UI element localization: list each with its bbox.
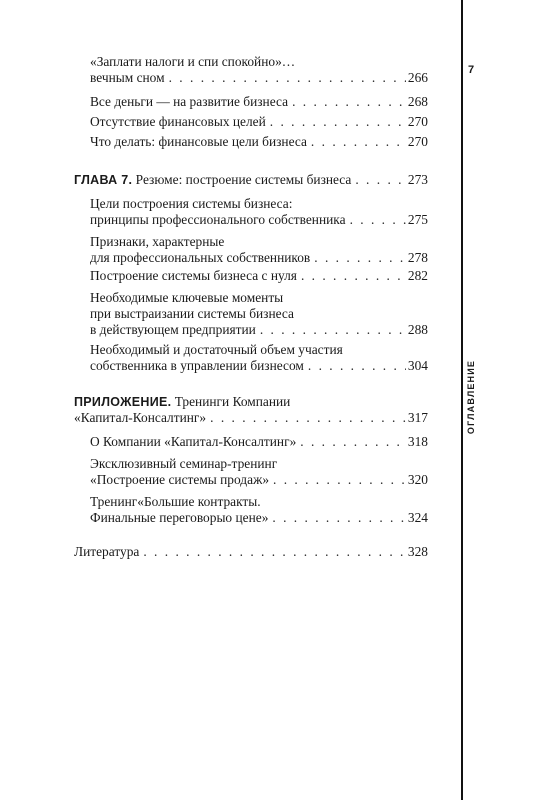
toc-entry-line: Тренинг«Большие контракты.: [90, 494, 261, 509]
toc-entry-line: «Заплати налоги и спи спокойно»…: [90, 54, 296, 69]
toc-page-number: 266: [407, 70, 428, 85]
toc-page-number: 268: [407, 94, 428, 109]
toc-entry-title: Резюме: построение системы бизнеса: [135, 172, 352, 187]
leader-dots: [314, 250, 406, 266]
toc-entry: [74, 234, 428, 266]
leader-dots: [350, 212, 406, 228]
toc-entry-title: Что делать: финансовые цели бизнеса: [90, 134, 307, 149]
toc-appendix-entry: [74, 394, 428, 426]
toc-page-number: 328: [407, 544, 428, 559]
leader-dots: [301, 268, 406, 284]
toc-entry-line: при выстраизании системы бизнеса: [90, 306, 294, 321]
appendix-label: ПРИЛОЖЕНИЕ.: [74, 395, 172, 409]
toc-entry: [74, 196, 428, 228]
toc-entry: [74, 134, 428, 150]
toc-page-number: 317: [407, 410, 428, 425]
toc-entry-title: принципы профессионального собственника: [90, 212, 346, 227]
toc-entry: [74, 456, 428, 488]
toc-entry-title: собственника в управлении бизнесом: [90, 358, 304, 373]
leader-dots: [143, 544, 406, 560]
leader-dots: [292, 94, 406, 110]
toc-page-number: 270: [407, 134, 428, 149]
toc-entry: [74, 494, 428, 526]
toc-entry-title: Литература: [74, 544, 140, 559]
running-head: ОГЛАВЛЕНИЕ: [466, 359, 476, 435]
toc-page-number: 270: [407, 114, 428, 129]
toc-chapter-entry: [74, 172, 428, 188]
leader-dots: [272, 510, 406, 526]
toc-entry: [74, 94, 428, 110]
toc-entry-line: Цели построения системы бизнеса:: [90, 196, 293, 211]
leader-dots: [308, 358, 406, 374]
leader-dots: [270, 114, 406, 130]
toc-entry-title: вечным сном: [90, 70, 165, 85]
leader-dots: [210, 410, 406, 426]
toc-page-number: 282: [407, 268, 428, 283]
toc-entry-title: в действующем предприятии: [90, 322, 256, 337]
toc-entry-line: Необходимые ключевые моменты: [90, 290, 284, 305]
leader-dots: [169, 70, 406, 86]
toc-page-number: 278: [407, 250, 428, 265]
toc-page-number: 304: [407, 358, 428, 373]
toc-entry-line: Признаки, характерные: [90, 234, 225, 249]
leader-dots: [355, 172, 406, 188]
chapter-label: ГЛАВА 7.: [74, 173, 133, 187]
toc-entry-title: Построение системы бизнеса с нуля: [90, 268, 297, 283]
toc-entry: [74, 544, 428, 560]
toc-entry-title: Отсутствие финансовых целей: [90, 114, 266, 129]
leader-dots: [311, 134, 406, 150]
toc-page-number: 273: [407, 172, 428, 187]
toc-entry: [74, 434, 428, 450]
toc-entry-title: для профессиональных собственников: [90, 250, 311, 265]
leader-dots: [300, 434, 406, 450]
toc-entry: [74, 54, 428, 86]
toc-entry-title: Все деньги — на развитие бизнеса: [90, 94, 289, 109]
toc-entry: [74, 342, 428, 374]
side-rule: [461, 0, 463, 800]
leader-dots: [260, 322, 406, 338]
toc-entry-title: «Капитал-Консалтинг»: [74, 410, 207, 425]
toc-entry: [74, 290, 428, 338]
toc-page-number: 318: [407, 434, 428, 449]
toc-entry-line: Эксклюзивный семинар-тренинг: [90, 456, 278, 471]
toc-entry-title: Финальные переговорыо цене»: [90, 510, 269, 525]
toc-entry-title: «Построение системы продаж»: [90, 472, 270, 487]
toc-entry-line: Необходимый и достаточный объем участия: [90, 342, 343, 357]
toc-page-number: 275: [407, 212, 428, 227]
toc-entry: [74, 114, 428, 130]
leader-dots: [273, 472, 406, 488]
toc-page-number: 324: [407, 510, 428, 525]
toc-page-number: 320: [407, 472, 428, 487]
appendix-heading: ПРИЛОЖЕНИЕ. Тренинги Компании: [74, 394, 291, 409]
page-number: 7: [467, 64, 475, 76]
toc-entry-title: О Компании «Капитал-Консалтинг»: [90, 434, 297, 449]
toc-entry: [74, 268, 428, 284]
toc-page-number: 288: [407, 322, 428, 337]
